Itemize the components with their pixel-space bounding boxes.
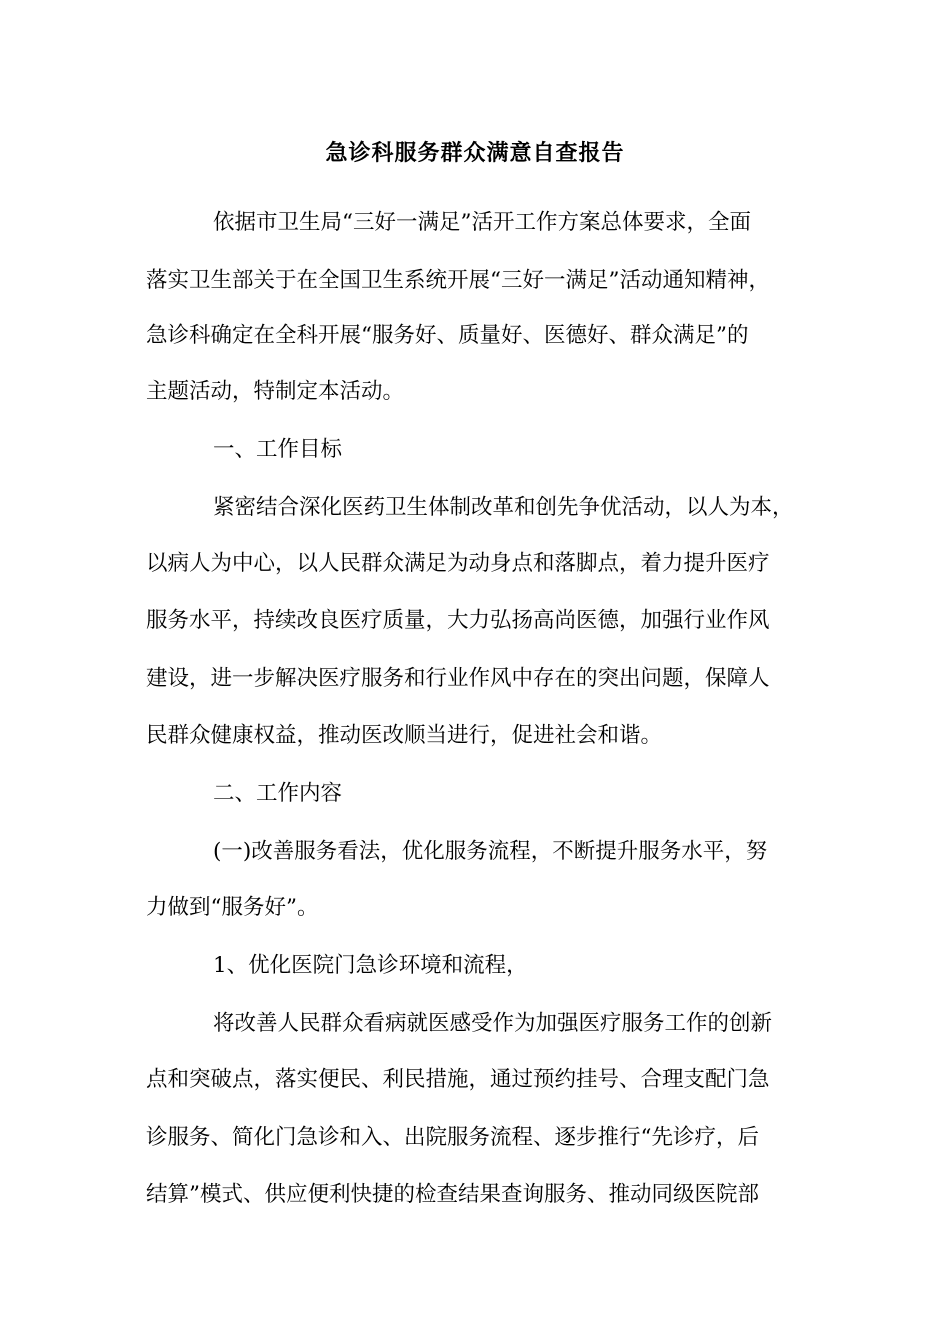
paragraph-line: 建设，进一步解决医疗服务和行业作风中存在的突出问题，保障人	[146, 666, 770, 691]
paragraph-line: 依据市卫生局“三好一满足”活开工作方案总体要求，全面	[213, 210, 751, 235]
paragraph-line: 民群众健康权益，推动医改顺当进行，促进社会和谐。	[146, 723, 663, 748]
section-heading: 二、工作内容	[213, 781, 343, 806]
paragraph-line: 紧密结合深化医药卫生体制改革和创先争优活动，以人为本，	[213, 495, 794, 520]
document-title: 急诊科服务群众满意自查报告	[325, 141, 625, 166]
subsection-heading: 1、优化医院门急诊环境和流程，	[213, 953, 528, 978]
paragraph-line: 结算”模式、供应便利快捷的检查结果查询服务、推动同级医院部	[146, 1182, 759, 1207]
paragraph-line: 力做到“服务好”。	[146, 895, 319, 920]
paragraph-line: 主题活动，特制定本活动。	[146, 379, 405, 404]
paragraph-line: 点和突破点，落实便民、利民措施，通过预约挂号、合理支配门急	[146, 1067, 770, 1092]
paragraph-line: 急诊科确定在全科开展“服务好、质量好、医德好、群众满足”的	[146, 323, 749, 348]
paragraph-line: 落实卫生部关于在全国卫生系统开展“三好一满足”活动通知精神，	[146, 268, 770, 293]
paragraph-line: 以病人为中心，以人民群众满足为动身点和落脚点，着力提升医疗	[146, 551, 770, 576]
paragraph-line: 服务水平，持续改良医疗质量，大力弘扬高尚医德，加强行业作风	[146, 608, 770, 633]
paragraph-line: 将改善人民群众看病就医感受作为加强医疗服务工作的创新	[213, 1011, 773, 1036]
paragraph-line: (一)改善服务看法，优化服务流程，不断提升服务水平，努	[213, 839, 768, 864]
section-heading: 一、工作目标	[213, 437, 343, 462]
paragraph-line: 诊服务、简化门急诊和入、出院服务流程、逐步推行“先诊疗，后	[146, 1125, 759, 1150]
